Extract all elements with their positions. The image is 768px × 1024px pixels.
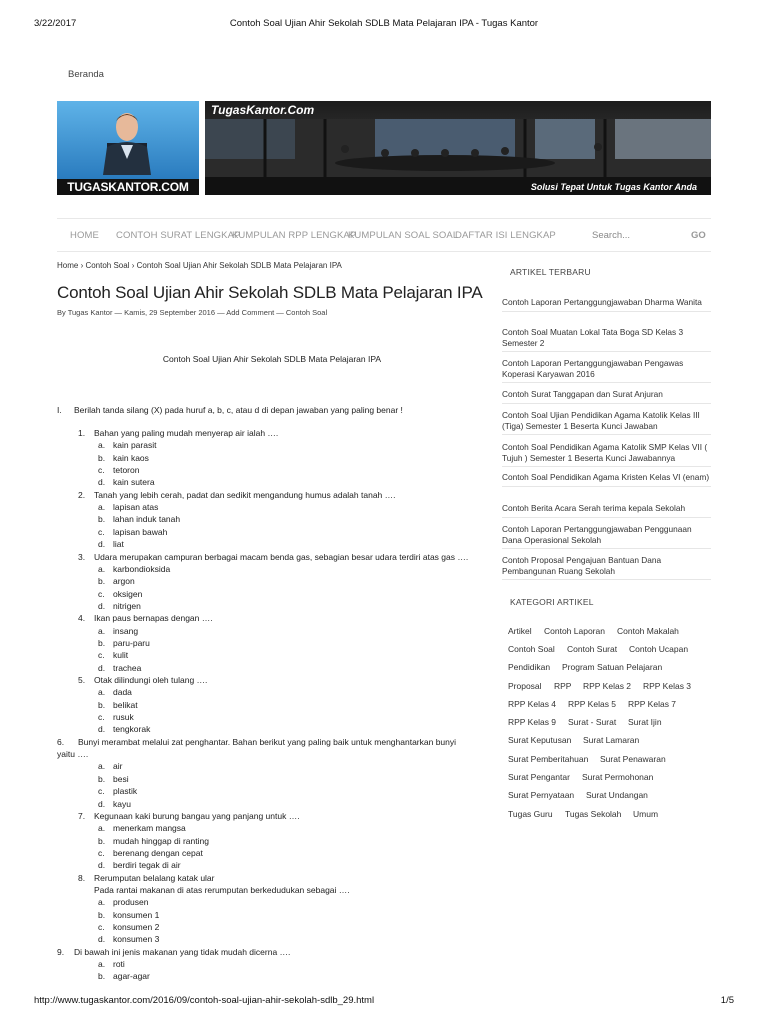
recent-articles-heading: ARTIKEL TERBARU: [510, 267, 591, 277]
answer-option: [98, 971, 150, 981]
answer-option: [98, 799, 131, 809]
item-text: trachea: [113, 662, 142, 673]
item-text: rusuk: [113, 712, 134, 723]
category-link[interactable]: Surat Pengantar: [508, 772, 570, 782]
category-link[interactable]: Contoh Ucapan: [629, 644, 689, 654]
item-marker: d.: [98, 798, 106, 809]
item-marker: a.: [98, 687, 106, 698]
answer-option: [98, 959, 125, 969]
answer-option: [98, 774, 129, 784]
item-text: kain parasit: [113, 440, 157, 451]
item-marker: c.: [98, 650, 105, 661]
item-marker: a.: [98, 897, 106, 908]
question-continuation: [57, 749, 88, 759]
category-link[interactable]: Surat Pernyataan: [508, 790, 575, 800]
item-text: karbondioksida: [113, 563, 171, 574]
item-text: Kegunaan kaki burung bangau yang panjang untuk ….: [94, 810, 300, 821]
item-marker: 4.: [78, 613, 86, 624]
item-text: belikat: [113, 699, 138, 710]
recent-article-link[interactable]: Contoh Laporan Pertanggungjawaban Pengawas Koperasi Karyawan 2016: [502, 358, 711, 383]
item-marker: c.: [98, 922, 105, 932]
item-marker: a.: [98, 959, 106, 970]
question-item: [78, 490, 396, 500]
answer-option: [98, 440, 156, 450]
nav-daftar-isi[interactable]: DAFTAR ISI LENGKAP: [455, 230, 556, 241]
category-link[interactable]: RPP Kelas 2: [583, 681, 632, 691]
post-title: Contoh Soal Ujian Ahir Sekolah SDLB Mata Pelajaran IPA: [57, 283, 483, 302]
item-text: produsen: [113, 897, 149, 908]
question-item: [78, 873, 215, 883]
item-marker: b.: [98, 452, 106, 463]
print-date: 3/22/2017: [34, 18, 77, 29]
search-go-button[interactable]: GO: [691, 230, 706, 241]
answer-option: [98, 589, 142, 599]
answer-option: [98, 601, 141, 611]
item-marker: d.: [98, 600, 106, 611]
man-portrait-icon: [91, 107, 163, 175]
question-item: [78, 428, 278, 438]
category-link[interactable]: Surat Undangan: [586, 790, 648, 800]
item-text: Ikan paus bernapas dengan ….: [94, 613, 213, 624]
breadcrumb[interactable]: Home › Contoh Soal › Contoh Soal Ujian Ahir Sekolah SDLB Mata Pelajaran IPA: [57, 261, 342, 270]
categories-heading: KATEGORI ARTIKEL: [510, 597, 594, 607]
category-link[interactable]: Contoh Makalah: [617, 626, 679, 636]
category-link[interactable]: Tugas Guru: [508, 809, 553, 819]
item-text: liat: [113, 539, 124, 550]
item-marker: a.: [98, 625, 106, 636]
item-marker: 2.: [78, 489, 86, 500]
item-marker: a.: [98, 563, 106, 574]
answer-option: [98, 860, 181, 870]
answer-option: [98, 910, 159, 920]
category-link[interactable]: Surat Lamaran: [583, 735, 640, 745]
item-text: paru-paru: [113, 637, 150, 648]
item-marker: d.: [98, 477, 106, 488]
category-link[interactable]: Umum: [633, 809, 659, 819]
answer-option: [98, 724, 150, 734]
recent-article-link[interactable]: Contoh Soal Pendidikan Agama Katolik SMP Kelas VII ( Tujuh ) Semester 1 Beserta Kunci Jawabannya: [502, 442, 711, 467]
recent-article-link[interactable]: Contoh Soal Muatan Lokal Tata Boga SD Kelas 3 Semester 2: [502, 327, 711, 352]
answer-option: [98, 502, 158, 512]
item-text: Bahan yang paling mudah menyerap air ialah ….: [94, 428, 279, 438]
category-link[interactable]: RPP Kelas 5: [568, 699, 617, 709]
answer-option: [98, 823, 186, 833]
recent-article-link[interactable]: Contoh Laporan Pertanggungjawaban Penggunaan Dana Operasional Sekolah: [502, 524, 711, 549]
item-marker: c.: [98, 847, 105, 858]
answer-option: [98, 934, 159, 944]
item-marker: 7.: [78, 810, 86, 821]
category-link[interactable]: Artikel: [508, 626, 532, 636]
item-marker: a.: [98, 440, 106, 451]
item-marker: 5.: [78, 675, 86, 685]
recent-article-link[interactable]: Contoh Surat Tanggapan dan Surat Anjuran: [502, 389, 711, 404]
answer-option: [98, 848, 203, 858]
item-text: argon: [113, 576, 135, 587]
category-link[interactable]: RPP: [554, 681, 572, 691]
item-text: kulit: [113, 650, 129, 661]
item-text: kayu: [113, 798, 131, 809]
item-text: menerkam mangsa: [113, 823, 186, 834]
item-text: dada: [113, 687, 132, 698]
recent-article-link[interactable]: Contoh Soal Ujian Pendidikan Agama Katolik Kelas III (Tiga) Semester 1 Beserta Kunci Jawaban: [502, 410, 711, 435]
item-marker: d.: [98, 860, 106, 871]
item-text: Bunyi merambat melalui zat penghantar. Bahan berikut yang paling baik untuk menghantarkan bunyi: [78, 736, 457, 747]
answer-option: [98, 453, 149, 463]
item-text: konsumen 1: [113, 909, 160, 920]
item-text: berdiri tegak di air: [113, 860, 181, 871]
answer-option: [98, 626, 138, 636]
recent-article-link[interactable]: Contoh Laporan Pertanggungjawaban Dharma Wanita: [502, 297, 711, 312]
item-marker: b.: [98, 835, 106, 846]
item-marker: c.: [98, 465, 105, 476]
nav-kumpulan-soal[interactable]: KUMPULAN SOAL SOAL: [348, 230, 459, 241]
recent-article-link[interactable]: Contoh Berita Acara Serah terima kepala Sekolah: [502, 503, 711, 518]
site-tagline: Solusi Tepat Untuk Tugas Kantor Anda: [530, 182, 697, 192]
search-input[interactable]: Search...: [592, 230, 631, 241]
answer-option: [98, 897, 148, 907]
item-marker: b.: [98, 971, 106, 982]
category-link[interactable]: Surat Pemberitahuan: [508, 754, 589, 764]
category-link[interactable]: Surat Ijin: [628, 717, 662, 727]
answer-option: [98, 922, 159, 932]
item-text: besi: [113, 773, 129, 784]
nav-kumpulan-rpp[interactable]: KUMPULAN RPP LENGKAP: [232, 230, 357, 241]
item-text: kain sutera: [113, 477, 155, 488]
item-marker: c.: [98, 712, 105, 723]
category-link[interactable]: Surat Permohonan: [582, 772, 654, 782]
recent-article-link[interactable]: Contoh Proposal Pengajuan Bantuan Dana Pembangunan Ruang Sekolah: [502, 555, 711, 580]
section-instruction-text: Berilah tanda silang (X) pada huruf a, b, c, atau d di depan jawaban yang paling benar !: [74, 405, 403, 415]
document-heading: Contoh Soal Ujian Ahir Sekolah SDLB Mata Pelajaran IPA: [162, 354, 382, 364]
category-link[interactable]: Surat Keputusan: [508, 735, 572, 745]
category-link[interactable]: Pendidikan: [508, 662, 551, 672]
recent-article-link[interactable]: Contoh Soal Pendidikan Agama Kristen Kelas VI (enam): [502, 472, 711, 487]
item-marker: a.: [98, 761, 106, 772]
item-marker: 1.: [78, 428, 86, 438]
item-marker: b.: [98, 773, 106, 784]
category-link[interactable]: Contoh Surat: [567, 644, 618, 654]
answer-option: [98, 663, 141, 673]
nav-home[interactable]: HOME: [70, 230, 99, 241]
item-marker: a.: [98, 823, 106, 834]
category-link[interactable]: RPP Kelas 3: [643, 681, 692, 691]
item-text: plastik: [113, 786, 138, 797]
question-item: [78, 552, 468, 562]
item-text: mudah hinggap di ranting: [113, 835, 209, 846]
item-marker: 9.: [57, 946, 65, 957]
item-text: Pada rantai makanan di atas rerumputan berkedudukan sebagai ….: [94, 884, 350, 895]
item-text: roti: [113, 959, 125, 970]
main-nav: [57, 218, 711, 252]
beranda-link[interactable]: Beranda: [68, 69, 104, 80]
item-marker: c.: [98, 786, 105, 797]
item-marker: 6.: [57, 736, 65, 747]
site-name: TugasKantor.Com: [211, 103, 315, 117]
answer-option: [98, 539, 124, 549]
item-text: Udara merupakan campuran berbagai macam benda gas, sebagian besar udara terdiri atas gas ….: [94, 551, 469, 562]
category-link[interactable]: Contoh Soal: [508, 644, 555, 654]
answer-option: [98, 700, 138, 710]
answer-option: [98, 712, 134, 722]
answer-option: [98, 786, 137, 796]
category-link[interactable]: Tugas Sekolah: [565, 809, 622, 819]
item-marker: b.: [98, 699, 106, 710]
item-marker: 3.: [78, 551, 86, 562]
answer-option: [98, 564, 170, 574]
logo-text: TUGASKANTOR.COM: [57, 179, 199, 195]
item-text: insang: [113, 625, 139, 636]
category-link[interactable]: RPP Kelas 9: [508, 717, 557, 727]
item-text: berenang dengan cepat: [113, 847, 203, 858]
answer-option: [98, 650, 128, 660]
answer-option: [98, 761, 122, 771]
office-meeting-photo: [205, 101, 711, 195]
question-item: [78, 613, 213, 623]
item-text: Tanah yang lebih cerah, padat dan sedikit mengandung humus adalah tanah ….: [94, 489, 396, 500]
item-marker: 8.: [78, 872, 86, 883]
category-link[interactable]: Proposal: [508, 681, 542, 691]
answer-option: [98, 638, 150, 648]
print-url: http://www.tugaskantor.com/2016/09/contoh-soal-ujian-ahir-sekolah-sdlb_29.html: [34, 995, 375, 1006]
post-meta: By Tugas Kantor — Kamis, 29 September 2016 — Add Comment — Contoh Soal: [57, 308, 328, 317]
category-link[interactable]: Surat - Surat: [568, 717, 617, 727]
question-item: [78, 811, 300, 821]
item-text: tengkorak: [113, 724, 151, 735]
answer-option: [98, 687, 132, 697]
item-marker: d.: [98, 724, 106, 735]
question-item: [57, 947, 290, 957]
item-marker: d.: [98, 934, 106, 945]
category-link[interactable]: RPP Kelas 4: [508, 699, 557, 709]
site-banner: [57, 101, 711, 195]
category-link[interactable]: Surat Penawaran: [600, 754, 666, 764]
answer-option: [98, 527, 167, 537]
answer-option: [98, 477, 155, 487]
section-instruction: [57, 405, 403, 415]
item-marker: c.: [98, 526, 105, 537]
item-marker: d.: [98, 539, 106, 550]
nav-contoh-surat[interactable]: CONTOH SURAT LENGKAP: [116, 230, 241, 241]
print-page-title: Contoh Soal Ujian Ahir Sekolah SDLB Mata Pelajaran IPA - Tugas Kantor: [229, 18, 539, 29]
item-text: lapisan bawah: [113, 526, 168, 537]
category-link[interactable]: Contoh Laporan: [544, 626, 605, 636]
answer-option: [98, 514, 180, 524]
item-text: oksigen: [113, 588, 143, 599]
item-text: konsumen 2: [113, 922, 160, 932]
item-marker: b.: [98, 637, 106, 648]
question-item: [78, 675, 207, 685]
answer-option: [98, 836, 209, 846]
category-link[interactable]: Program Satuan Pelajaran: [562, 662, 663, 672]
item-text: lahan induk tanah: [113, 514, 181, 525]
item-text: konsumen 3: [113, 934, 160, 945]
item-marker: a.: [98, 502, 106, 513]
item-text: Rerumputan belalang katak ular: [94, 872, 215, 883]
item-text: Di bawah ini jenis makanan yang tidak mudah dicerna ….: [74, 946, 291, 957]
item-marker: d.: [98, 662, 106, 673]
print-page-number: 1/5: [720, 995, 734, 1006]
item-text: lapisan atas: [113, 502, 159, 513]
question-item: [57, 737, 456, 747]
answer-option: [98, 576, 135, 586]
site-logo[interactable]: [57, 101, 199, 195]
item-text: tetoron: [113, 465, 140, 476]
item-text: air: [113, 761, 123, 772]
question-continuation: [94, 885, 350, 895]
item-text: agar-agar: [113, 971, 150, 982]
item-marker: c.: [98, 588, 105, 599]
category-link[interactable]: RPP Kelas 7: [628, 699, 677, 709]
item-text: kain kaos: [113, 452, 149, 463]
item-marker: b.: [98, 909, 106, 920]
item-text: yaitu ….: [57, 749, 89, 760]
item-text: Otak dilindungi oleh tulang ….: [94, 675, 208, 685]
answer-option: [98, 465, 139, 475]
section-number: I.: [57, 405, 62, 415]
item-marker: b.: [98, 514, 106, 525]
item-text: nitrigen: [113, 600, 141, 611]
item-marker: b.: [98, 576, 106, 587]
